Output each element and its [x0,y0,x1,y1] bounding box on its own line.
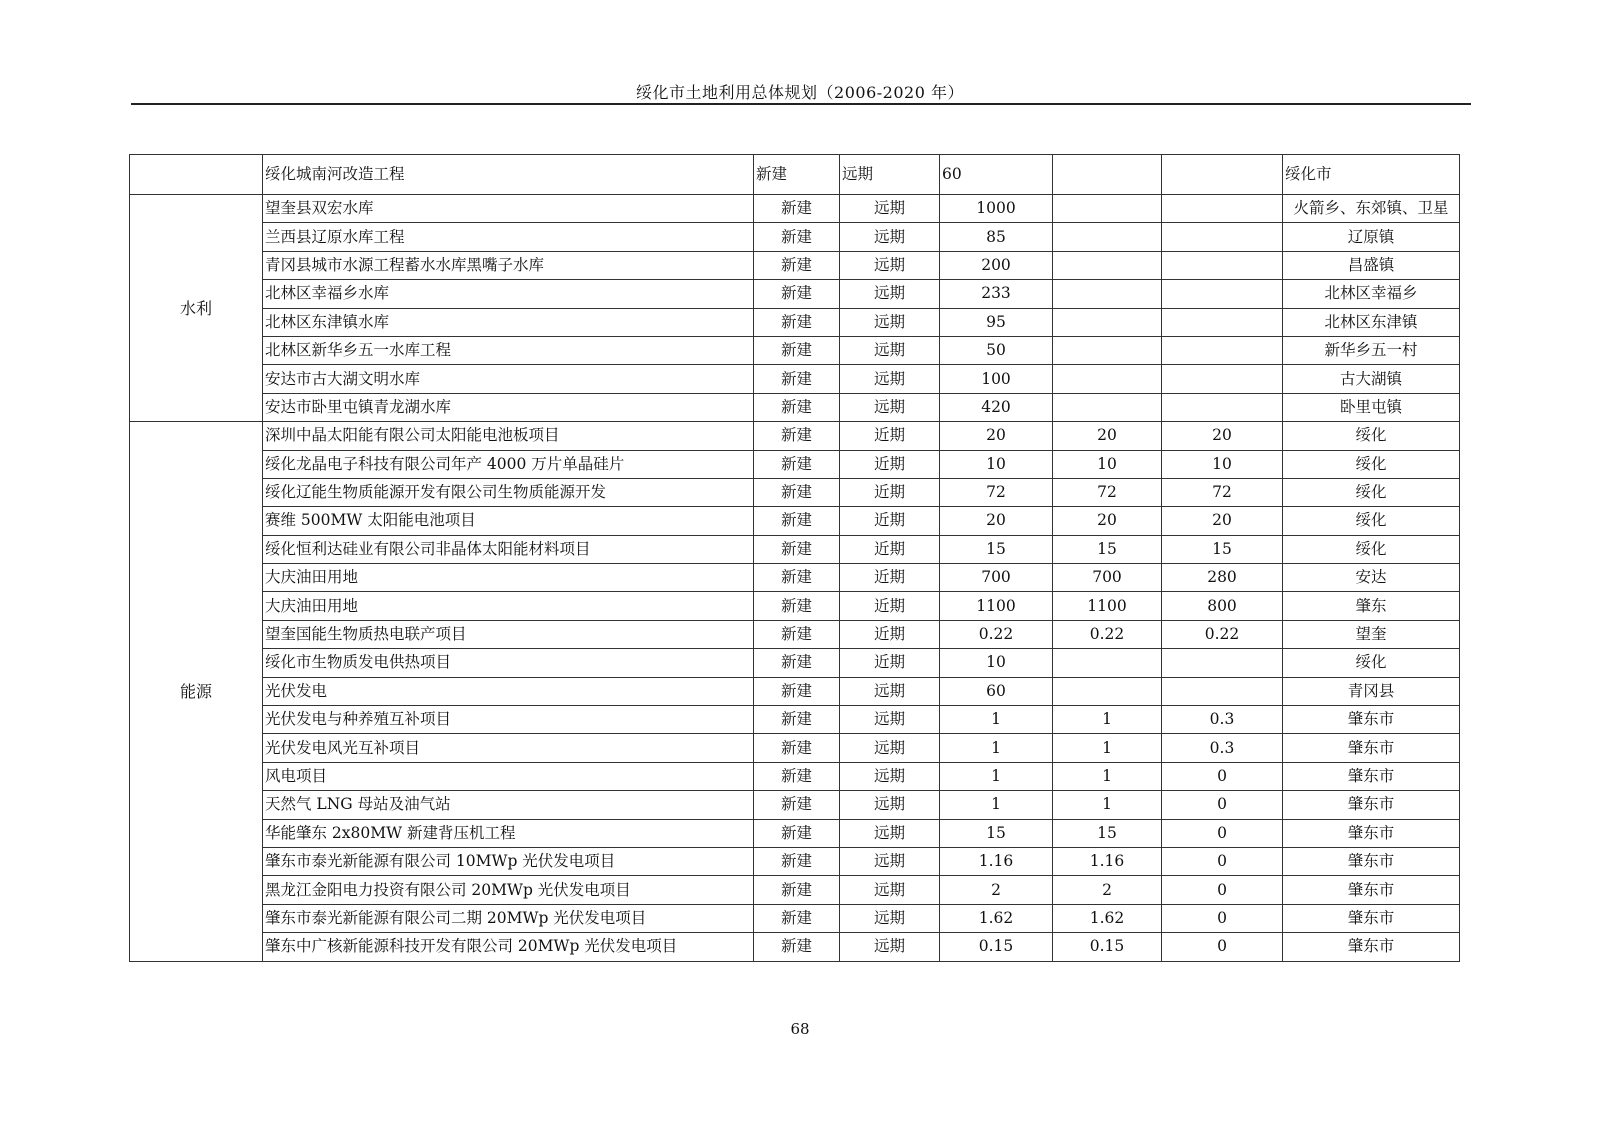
cell-location: 昌盛镇 [1283,251,1460,279]
cell-farmland-occupied [1162,251,1283,279]
cell-location: 安达 [1283,564,1460,592]
table-row [130,620,1460,648]
cell-new-construction-land [1053,195,1162,223]
table-row [130,507,1460,535]
project-table [129,154,1460,962]
table-row [130,422,1460,450]
cell-project-name: 黑龙江金阳电力投资有限公司 20MWp 光伏发电项目 [263,876,754,904]
cell-farmland-occupied: 0 [1162,819,1283,847]
cell-construction-type: 新建 [754,507,840,535]
cell-total-area: 0.22 [940,620,1053,648]
cell-period: 远期 [840,155,940,195]
table-row [130,223,1460,251]
cell-period: 近期 [840,450,940,478]
table-row [130,155,1460,195]
cell-new-construction-land: 15 [1053,535,1162,563]
cell-total-area: 20 [940,507,1053,535]
cell-project-name: 大庆油田用地 [263,564,754,592]
cell-construction-type: 新建 [754,251,840,279]
cell-project-name: 肇东市泰光新能源有限公司 10MWp 光伏发电项目 [263,847,754,875]
cell-period: 远期 [840,223,940,251]
cell-construction-type: 新建 [754,791,840,819]
cell-location: 肇东市 [1283,762,1460,790]
cell-total-area: 60 [940,677,1053,705]
cell-location: 肇东市 [1283,791,1460,819]
cell-period: 远期 [840,904,940,932]
cell-period: 远期 [840,876,940,904]
cell-total-area: 700 [940,564,1053,592]
table-row [130,706,1460,734]
cell-total-area: 15 [940,819,1053,847]
cell-project-name: 光伏发电 [263,677,754,705]
cell-construction-type: 新建 [754,422,840,450]
cell-construction-type: 新建 [754,847,840,875]
table-row [130,592,1460,620]
table-row [130,734,1460,762]
cell-construction-type: 新建 [754,592,840,620]
cell-total-area: 85 [940,223,1053,251]
cell-farmland-occupied: 0 [1162,876,1283,904]
cell-project-name: 深圳中晶太阳能有限公司太阳能电池板项目 [263,422,754,450]
cell-project-name: 绥化龙晶电子科技有限公司年产 4000 万片单晶硅片 [263,450,754,478]
table-row [130,649,1460,677]
cell-farmland-occupied [1162,280,1283,308]
cell-period: 远期 [840,847,940,875]
cell-location: 绥化 [1283,450,1460,478]
cell-total-area: 15 [940,535,1053,563]
cell-location: 肇东市 [1283,933,1460,961]
cell-location: 绥化 [1283,649,1460,677]
cell-total-area: 1 [940,734,1053,762]
project-table-container [129,154,1460,962]
cell-farmland-occupied: 0 [1162,791,1283,819]
table-row [130,336,1460,364]
cell-location: 绥化 [1283,478,1460,506]
cell-period: 远期 [840,933,940,961]
cell-location: 青冈县 [1283,677,1460,705]
cell-location: 卧里屯镇 [1283,393,1460,421]
cell-location: 北林区幸福乡 [1283,280,1460,308]
cell-location: 肇东市 [1283,904,1460,932]
category-cell: 水利 [130,195,263,422]
table-row [130,251,1460,279]
cell-total-area: 50 [940,336,1053,364]
cell-construction-type: 新建 [754,620,840,648]
table-row [130,195,1460,223]
cell-period: 远期 [840,251,940,279]
cell-period: 远期 [840,791,940,819]
cell-new-construction-land: 20 [1053,422,1162,450]
cell-project-name: 安达市古大湖文明水库 [263,365,754,393]
cell-period: 近期 [840,478,940,506]
cell-total-area: 100 [940,365,1053,393]
cell-new-construction-land: 10 [1053,450,1162,478]
cell-construction-type: 新建 [754,195,840,223]
cell-period: 远期 [840,677,940,705]
cell-farmland-occupied: 20 [1162,507,1283,535]
cell-location: 火箭乡、东郊镇、卫星 [1283,195,1460,223]
cell-project-name: 青冈县城市水源工程蓄水水库黑嘴子水库 [263,251,754,279]
table-row [130,791,1460,819]
table-row [130,280,1460,308]
cell-construction-type: 新建 [754,762,840,790]
table-row [130,365,1460,393]
cell-location: 新华乡五一村 [1283,336,1460,364]
cell-farmland-occupied: 20 [1162,422,1283,450]
cell-location: 肇东市 [1283,819,1460,847]
cell-construction-type: 新建 [754,535,840,563]
cell-period: 近期 [840,620,940,648]
cell-period: 远期 [840,336,940,364]
cell-farmland-occupied [1162,393,1283,421]
cell-project-name: 华能肇东 2x80MW 新建背压机工程 [263,819,754,847]
cell-new-construction-land: 15 [1053,819,1162,847]
table-row [130,677,1460,705]
cell-location: 肇东市 [1283,847,1460,875]
cell-farmland-occupied: 0.3 [1162,734,1283,762]
cell-period: 远期 [840,819,940,847]
cell-total-area: 10 [940,450,1053,478]
cell-project-name: 绥化城南河改造工程 [263,155,754,195]
cell-total-area: 0.15 [940,933,1053,961]
cell-period: 近期 [840,564,940,592]
cell-total-area: 20 [940,422,1053,450]
cell-new-construction-land [1053,336,1162,364]
cell-construction-type: 新建 [754,734,840,762]
cell-new-construction-land [1053,155,1162,195]
cell-construction-type: 新建 [754,677,840,705]
cell-total-area: 1100 [940,592,1053,620]
cell-construction-type: 新建 [754,280,840,308]
cell-farmland-occupied [1162,308,1283,336]
cell-new-construction-land [1053,280,1162,308]
cell-farmland-occupied: 0 [1162,847,1283,875]
cell-construction-type: 新建 [754,564,840,592]
cell-farmland-occupied [1162,649,1283,677]
table-row [130,308,1460,336]
cell-period: 远期 [840,706,940,734]
cell-period: 远期 [840,734,940,762]
cell-project-name: 北林区东津镇水库 [263,308,754,336]
cell-new-construction-land: 72 [1053,478,1162,506]
cell-new-construction-land [1053,308,1162,336]
cell-period: 近期 [840,535,940,563]
cell-construction-type: 新建 [754,904,840,932]
cell-project-name: 光伏发电与种养殖互补项目 [263,706,754,734]
cell-construction-type: 新建 [754,876,840,904]
cell-project-name: 兰西县辽原水库工程 [263,223,754,251]
cell-period: 远期 [840,195,940,223]
cell-farmland-occupied [1162,155,1283,195]
cell-location: 望奎 [1283,620,1460,648]
table-row [130,762,1460,790]
cell-farmland-occupied: 800 [1162,592,1283,620]
cell-new-construction-land: 1.62 [1053,904,1162,932]
cell-farmland-occupied: 10 [1162,450,1283,478]
page-header-title: 绥化市土地利用总体规划（2006-2020 年） [636,83,964,102]
cell-farmland-occupied: 0 [1162,933,1283,961]
cell-location: 绥化 [1283,422,1460,450]
cell-project-name: 风电项目 [263,762,754,790]
cell-project-name: 绥化市生物质发电供热项目 [263,649,754,677]
table-row [130,450,1460,478]
cell-location: 肇东市 [1283,734,1460,762]
cell-total-area: 233 [940,280,1053,308]
cell-new-construction-land [1053,223,1162,251]
cell-project-name: 肇东市泰光新能源有限公司二期 20MWp 光伏发电项目 [263,904,754,932]
cell-project-name: 安达市卧里屯镇青龙湖水库 [263,393,754,421]
cell-location: 古大湖镇 [1283,365,1460,393]
category-cell [130,155,263,195]
cell-construction-type: 新建 [754,365,840,393]
cell-period: 近期 [840,592,940,620]
table-row [130,847,1460,875]
cell-farmland-occupied: 72 [1162,478,1283,506]
table-row [130,393,1460,421]
cell-period: 远期 [840,308,940,336]
cell-farmland-occupied [1162,195,1283,223]
table-row [130,904,1460,932]
cell-construction-type: 新建 [754,649,840,677]
cell-period: 远期 [840,365,940,393]
cell-period: 远期 [840,762,940,790]
cell-total-area: 1.62 [940,904,1053,932]
cell-new-construction-land: 700 [1053,564,1162,592]
cell-location: 绥化市 [1283,155,1460,195]
cell-farmland-occupied: 0 [1162,762,1283,790]
category-cell: 能源 [130,422,263,961]
cell-project-name: 大庆油田用地 [263,592,754,620]
cell-project-name: 望奎县双宏水库 [263,195,754,223]
cell-project-name: 肇东中广核新能源科技开发有限公司 20MWp 光伏发电项目 [263,933,754,961]
cell-farmland-occupied: 280 [1162,564,1283,592]
cell-location: 肇东 [1283,592,1460,620]
cell-farmland-occupied: 0.3 [1162,706,1283,734]
cell-period: 远期 [840,280,940,308]
cell-new-construction-land: 20 [1053,507,1162,535]
table-row [130,564,1460,592]
cell-new-construction-land [1053,677,1162,705]
cell-project-name: 绥化辽能生物质能源开发有限公司生物质能源开发 [263,478,754,506]
cell-total-area: 60 [940,155,1053,195]
cell-project-name: 绥化恒利达硅业有限公司非晶体太阳能材料项目 [263,535,754,563]
cell-construction-type: 新建 [754,308,840,336]
cell-construction-type: 新建 [754,450,840,478]
cell-total-area: 10 [940,649,1053,677]
cell-farmland-occupied: 0 [1162,904,1283,932]
cell-period: 近期 [840,507,940,535]
cell-new-construction-land: 1 [1053,791,1162,819]
cell-new-construction-land [1053,649,1162,677]
cell-farmland-occupied [1162,336,1283,364]
cell-new-construction-land: 1 [1053,734,1162,762]
cell-location: 辽原镇 [1283,223,1460,251]
cell-new-construction-land: 1100 [1053,592,1162,620]
cell-construction-type: 新建 [754,336,840,364]
cell-farmland-occupied: 0.22 [1162,620,1283,648]
cell-project-name: 望奎国能生物质热电联产项目 [263,620,754,648]
cell-new-construction-land: 1 [1053,706,1162,734]
cell-farmland-occupied [1162,223,1283,251]
cell-farmland-occupied [1162,365,1283,393]
cell-total-area: 1.16 [940,847,1053,875]
table-row [130,478,1460,506]
cell-location: 北林区东津镇 [1283,308,1460,336]
cell-total-area: 2 [940,876,1053,904]
cell-new-construction-land [1053,393,1162,421]
cell-construction-type: 新建 [754,933,840,961]
table-row [130,819,1460,847]
cell-new-construction-land: 1.16 [1053,847,1162,875]
cell-farmland-occupied: 15 [1162,535,1283,563]
cell-new-construction-land [1053,251,1162,279]
cell-location: 肇东市 [1283,876,1460,904]
cell-new-construction-land [1053,365,1162,393]
cell-total-area: 1 [940,706,1053,734]
cell-project-name: 北林区幸福乡水库 [263,280,754,308]
cell-new-construction-land: 0.15 [1053,933,1162,961]
cell-total-area: 1 [940,791,1053,819]
cell-total-area: 72 [940,478,1053,506]
cell-construction-type: 新建 [754,223,840,251]
cell-project-name: 北林区新华乡五一水库工程 [263,336,754,364]
cell-project-name: 光伏发电风光互补项目 [263,734,754,762]
page-number: 68 [790,1020,810,1038]
cell-total-area: 420 [940,393,1053,421]
cell-project-name: 赛维 500MW 太阳能电池项目 [263,507,754,535]
cell-new-construction-land: 2 [1053,876,1162,904]
cell-construction-type: 新建 [754,478,840,506]
cell-total-area: 200 [940,251,1053,279]
cell-project-name: 天然气 LNG 母站及油气站 [263,791,754,819]
table-row [130,933,1460,961]
cell-construction-type: 新建 [754,393,840,421]
cell-period: 近期 [840,649,940,677]
cell-new-construction-land: 1 [1053,762,1162,790]
cell-new-construction-land: 0.22 [1053,620,1162,648]
table-row [130,876,1460,904]
cell-period: 远期 [840,393,940,421]
project-table-body [130,155,1460,962]
table-row [130,535,1460,563]
cell-total-area: 1000 [940,195,1053,223]
header-rule [131,103,1471,105]
cell-location: 绥化 [1283,507,1460,535]
cell-farmland-occupied [1162,677,1283,705]
cell-total-area: 95 [940,308,1053,336]
cell-location: 绥化 [1283,535,1460,563]
cell-construction-type: 新建 [754,155,840,195]
cell-construction-type: 新建 [754,819,840,847]
cell-period: 近期 [840,422,940,450]
cell-total-area: 1 [940,762,1053,790]
cell-construction-type: 新建 [754,706,840,734]
cell-location: 肇东市 [1283,706,1460,734]
